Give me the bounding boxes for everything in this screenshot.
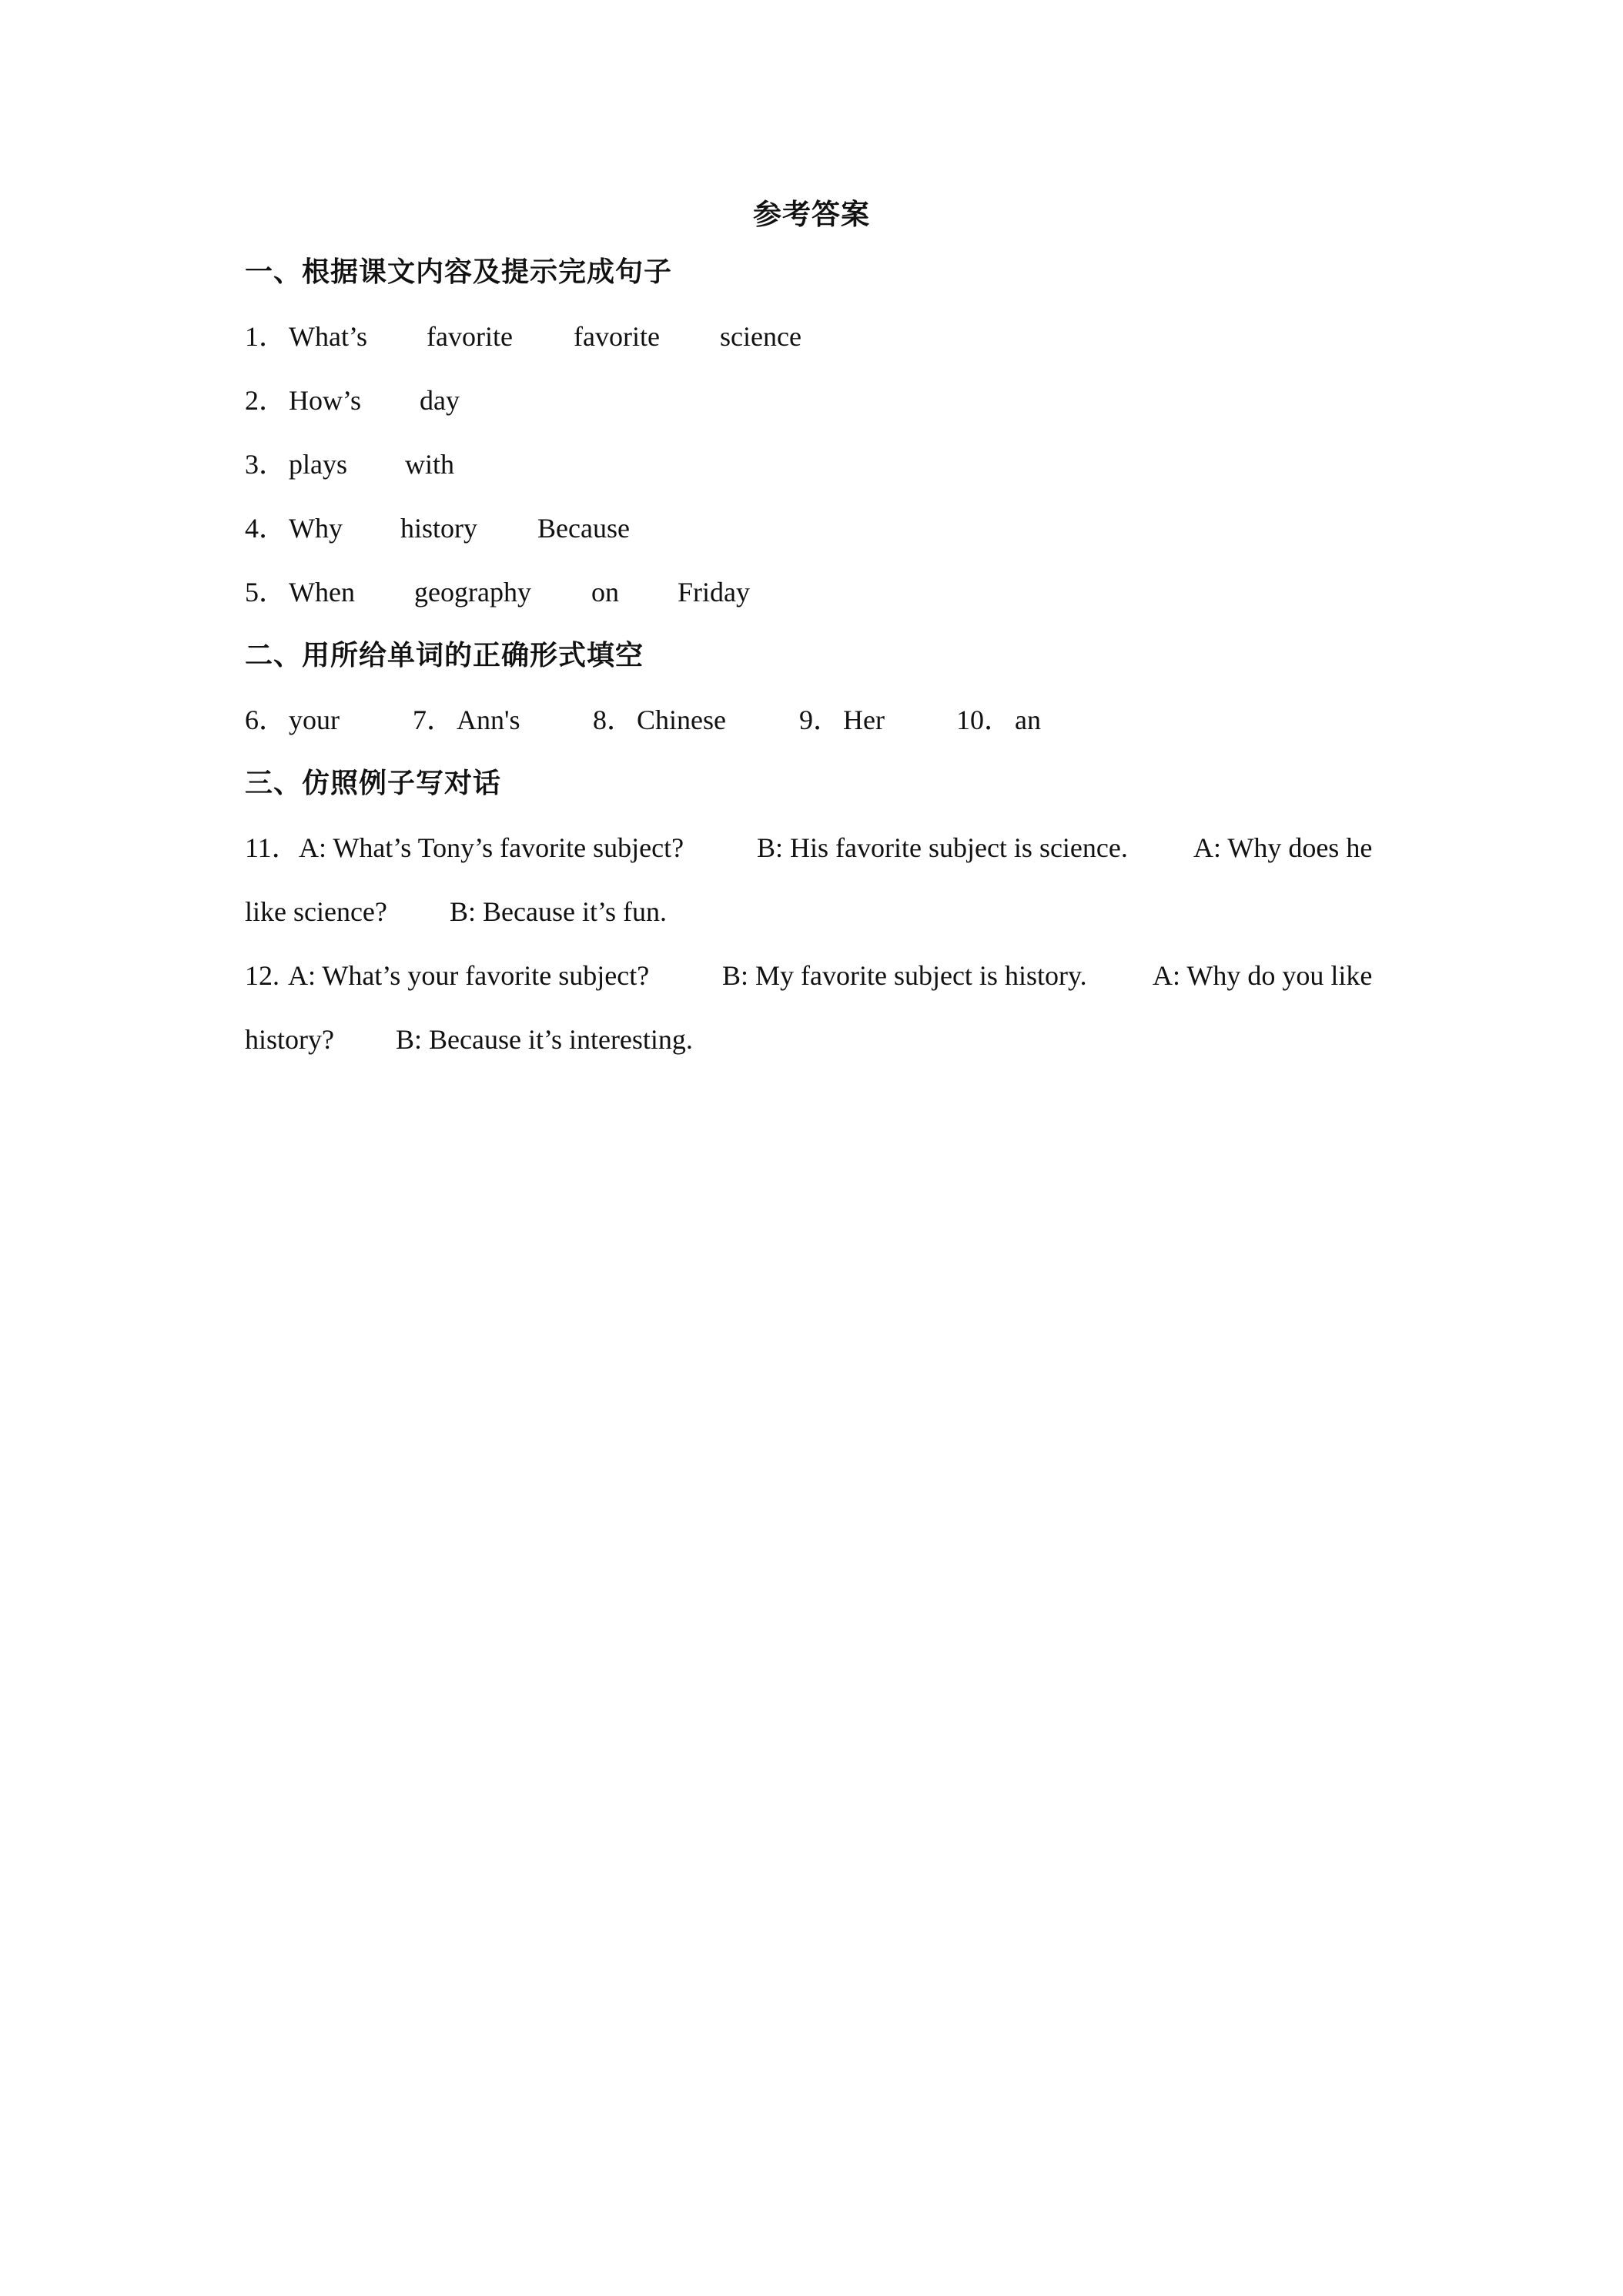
- answer-word: favorite: [574, 321, 660, 352]
- answer-word: science: [720, 321, 801, 352]
- item-number: 1．: [245, 321, 287, 352]
- item-number: 5．: [245, 577, 287, 607]
- dialogue-item-11: [245, 816, 1378, 944]
- answer-word: history: [400, 513, 478, 544]
- answer-word: Chinese: [637, 705, 726, 735]
- answer-word: What’s: [289, 321, 367, 352]
- dialogue-part: A: What’s Tony’s favorite subject?: [299, 832, 684, 863]
- answer-word: with: [405, 449, 455, 480]
- answer-word: How’s: [289, 385, 362, 416]
- page-title: 参考答案: [753, 198, 870, 231]
- item-number: 6．: [245, 705, 287, 735]
- dialogue-part: A: Why do you like: [1153, 960, 1373, 991]
- item-number: 2．: [245, 385, 287, 416]
- dialogue-line: [245, 944, 1378, 1008]
- item-number: 8．: [593, 705, 635, 735]
- dialogue-part: B: Because it’s interesting.: [396, 1024, 693, 1055]
- item-number: 7．: [413, 705, 455, 735]
- section-2-heading: 二、用所给单词的正确形式填空: [245, 640, 644, 671]
- answer-word: When: [289, 577, 355, 607]
- dialogue-line: [245, 816, 1378, 880]
- answer-word: geography: [414, 577, 531, 607]
- item-number: 12.: [245, 960, 279, 991]
- answer-word: Because: [537, 513, 630, 544]
- item-number: 4．: [245, 513, 287, 544]
- dialogue-line: [245, 1008, 1378, 1072]
- item-number: 9．: [799, 705, 842, 735]
- dialogue-part: like science?: [245, 896, 387, 927]
- answer-word: day: [420, 385, 460, 416]
- answer-word: favorite: [427, 321, 513, 352]
- answer-word: Why: [289, 513, 343, 544]
- answer-word: plays: [289, 449, 347, 480]
- dialogue-item-12: [245, 944, 1378, 1072]
- dialogue-part: history?: [245, 1024, 334, 1055]
- answer-word: Her: [843, 705, 885, 735]
- dialogue-part: B: My favorite subject is history.: [722, 960, 1087, 991]
- dialogue-part: A: Why does he: [1193, 832, 1373, 863]
- item-number: 11．: [245, 832, 300, 863]
- section-3-heading: 三、仿照例子写对话: [245, 768, 502, 799]
- answer-word: Ann's: [457, 705, 520, 735]
- dialogue-part: B: His favorite subject is science.: [757, 832, 1128, 863]
- answer-word: Friday: [678, 577, 750, 607]
- answer-word: on: [591, 577, 619, 607]
- dialogue-part: B: Because it’s fun.: [450, 896, 667, 927]
- answer-word: your: [289, 705, 340, 735]
- dialogue-part: A: What’s your favorite subject?: [288, 960, 650, 991]
- item-number: 3．: [245, 449, 287, 480]
- item-number: 10．: [956, 705, 1012, 735]
- section-1-heading: 一、根据课文内容及提示完成句子: [245, 256, 673, 288]
- dialogue-line: [245, 880, 1378, 944]
- answer-word: an: [1015, 705, 1041, 735]
